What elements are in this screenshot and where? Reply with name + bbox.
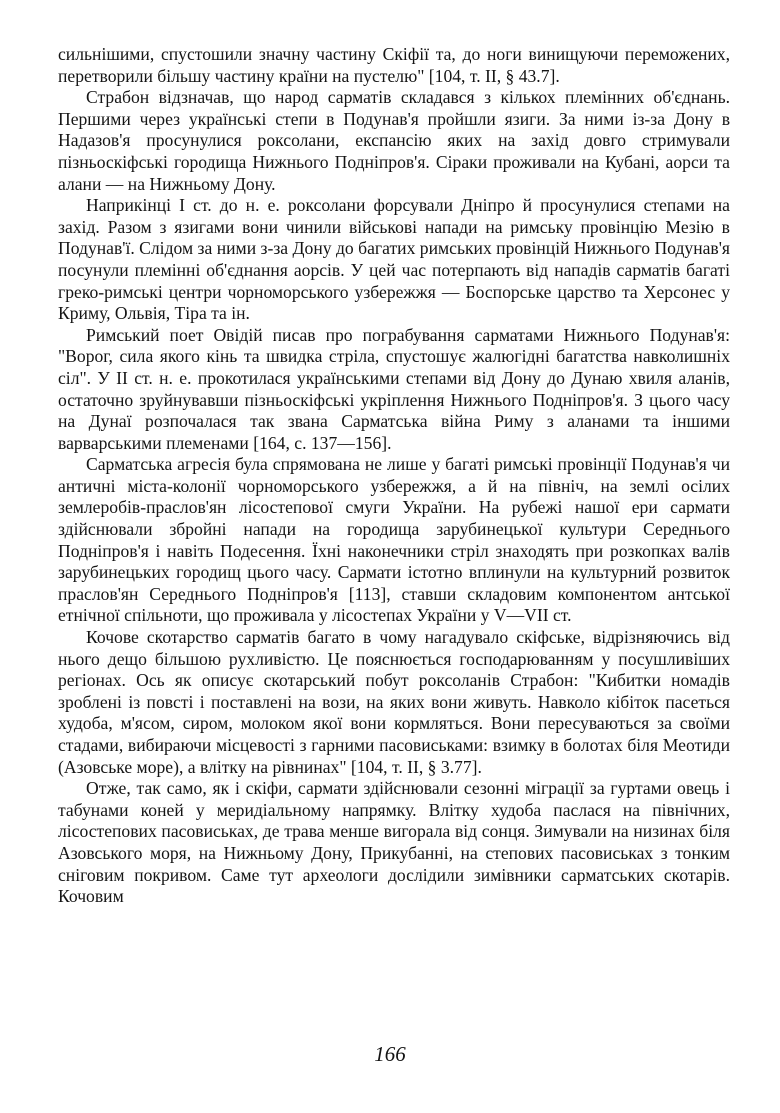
paragraph: Отже, так само, як і скіфи, сармати здійснювали сезонні міграції за гуртами овець і табунами коней у меридіальному напрямку. Влітку худоба паслася на північних, лісостепових пасовиськах, де трава менше вигорала від сонця. Зимували на низинах біля Азовського моря, на Нижньому Дону, Прикубанні, на степових пасовиськах з тонким сніговим покривом. Саме тут археологи дослідили зимівники сарматських скотарів. Кочовим: [58, 778, 730, 907]
page-number: 166: [374, 1042, 406, 1066]
paragraph: сильнішими, спустошили значну частину Скіфії та, до ноги винищуючи переможених, перетворили більшу частину країни на пустелю" [104, т. II, § 43.7].: [58, 44, 730, 86]
paragraph: Кочове скотарство сарматів багато в чому нагадувало скіфське, відрізняючись від нього дещо більшою рухливістю. Це пояснюється господарюванням у посушливіших регіонах. Ось як описує скотарський побут роксоланів Страбон: "Кибитки номадів зроблені із повсті і поставлені на вози, на яких вони живуть. Навколо кібіток пасеться худоба, м'ясом, сиром, молоком якої вони кормляться. Вони пересуваються за своїми стадами, вибираючи місцевості з гарними пасовиськами: взимку в болотах біля Меотиди (Азовське море), а влітку на рівнинах" [104, т. II, § 3.77].: [58, 627, 730, 777]
paragraph: Страбон відзначав, що народ сарматів складався з кількох племінних об'єднань. Першими через українські степи в Подунав'я пройшли язиги. За ними із-за Дону в Надазов'я просунулися роксолани, експансію яких на захід довго стримували пізньоскіфські городища Нижнього Подніпров'я. Сіраки проживали на Кубані, аорси та алани — на Нижньому Дону.: [58, 87, 730, 194]
paragraph: Римський поет Овідій писав про пограбування сарматами Нижнього Подунав'я: "Ворог, сила якого кінь та швидка стріла, спустошує жалюгідні багатства навколишніх сіл". У II ст. н. е. прокотилася українськими степами від Дону до Дунаю хвиля аланів, остаточно зруйнувавши пізньоскіфські укріплення Нижнього Подніпров'я. З цього часу на Дунаї розпочалася так звана Сарматська війна Риму з аланами та іншими варварськими племенами [164, с. 137—156].: [58, 324, 730, 453]
paragraph: Сарматська агресія була спрямована не лише у багаті римські провінції Подунав'я чи античні міста-колонії чорноморського узбережжя, а й на північ, на землі осілих землеробів-праслов'ян лісостепової смуги України. На рубежі нашої ери сармати здійснювали збройні напади на городища зарубинецької культури Середнього Подніпров'я і навіть Подесення. Їхні наконечники стріл знаходять при розкопках валів зарубинецьких городищ цього часу. Сармати істотно вплинули на культурний розвиток праслов'ян Середнього Подніпров'я [113], ставши складовим компонентом антської етнічної спільноти, що проживала у лісостепах України у V—VII ст.: [58, 454, 730, 626]
page-text: [58, 44, 730, 908]
paragraph: Наприкінці I ст. до н. е. роксолани форсували Дніпро й просунулися степами на захід. Разом з язигами вони чинили військові напади на римську провінцію Мезію в Подунав'ї. Слідом за ними з-за Дону до багатих римських провінцій Нижнього Подунав'я посунули племінні об'єднання аорсів. У цей час потерпають від нападів сарматів багаті греко-римські центри чорноморського узбережжя — Боспорське царство та Херсонес у Криму, Ольвія, Тіра та ін.: [58, 195, 730, 324]
